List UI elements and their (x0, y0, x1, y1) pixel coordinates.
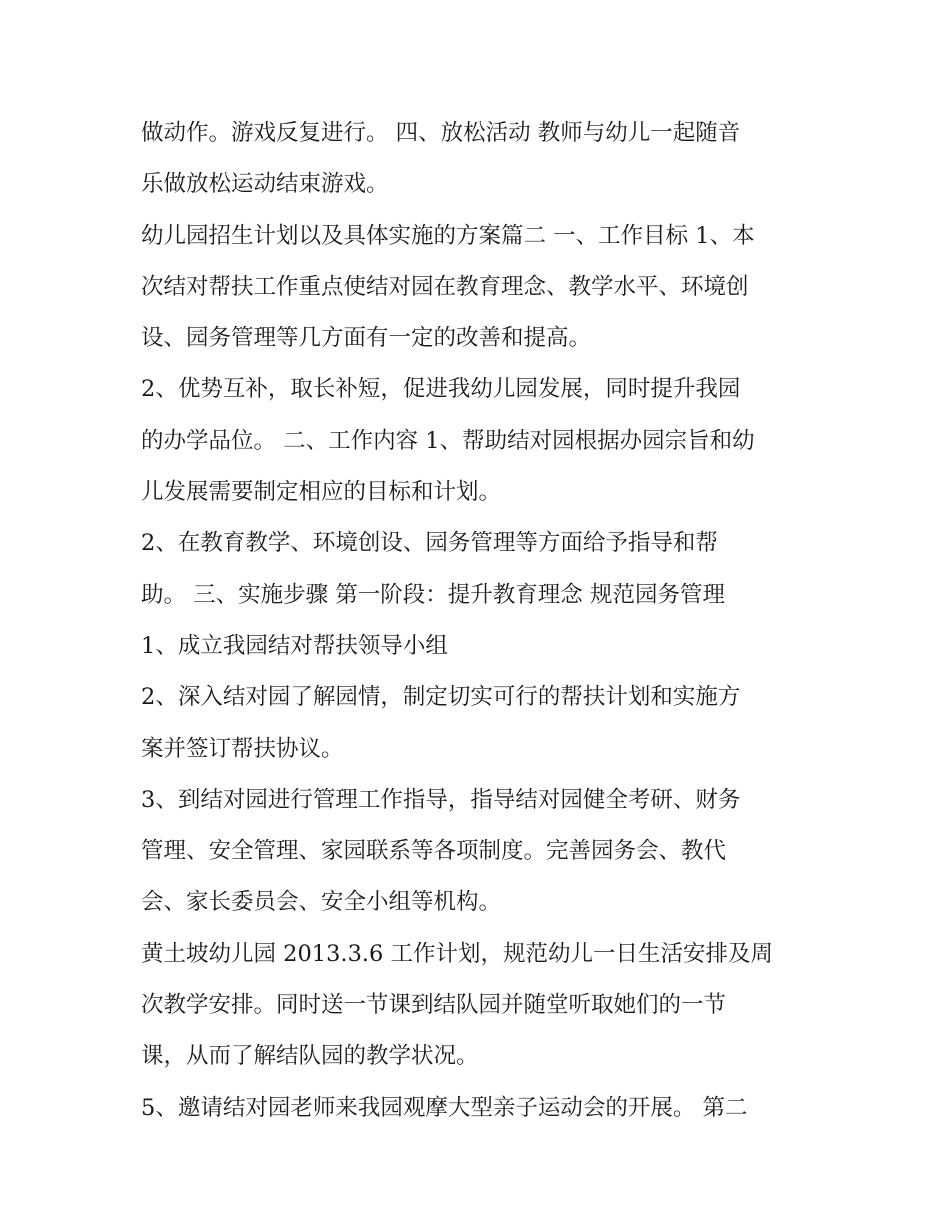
text-line: 5、邀请结对园老师来我园观摩大型亲子运动会的开展。 第二 (141, 1094, 748, 1121)
text-line: 2、优势互补，取长补短，促进我幼儿园发展，同时提升我园 (141, 376, 741, 403)
text-line: 案并签订帮扶协议。 (141, 735, 344, 762)
text-line: 1、成立我园结对帮扶领导小组 (141, 632, 448, 659)
text-line: 幼儿园招生计划以及具体实施的方案篇二 一、工作目标 1、本 (141, 222, 755, 249)
text-line: 2、在教育教学、环境创设、园务管理等方面给予指导和帮 (141, 530, 718, 557)
text-line: 做动作。游戏反复进行。 四、放松活动 教师与幼儿一起随音 (141, 120, 741, 146)
text-line: 助。 三、实施步骤 第一阶段：提升教育理念 规范园务管理 (141, 581, 725, 608)
text-line: 儿发展需要制定相应的目标和计划。 (141, 479, 502, 506)
text-line: 2、深入结对园了解园情，制定切实可行的帮扶计划和实施方 (141, 684, 741, 711)
text-line: 管理、安全管理、家园联系等各项制度。完善园务会、教代 (141, 838, 727, 865)
document-body (141, 108, 821, 1134)
text-line: 乐做放松运动结束游戏。 (141, 171, 389, 198)
text-line: 课，从而了解结队园的教学状况。 (141, 1043, 479, 1070)
text-line: 设、园务管理等几方面有一定的改善和提高。 (141, 325, 592, 352)
text-line: 会、家长委员会、安全小组等机构。 (141, 889, 502, 916)
text-line: 的办学品位。 二、工作内容 1、帮助结对园根据办园宗旨和幼 (141, 427, 755, 454)
text-line: 3、到结对园进行管理工作指导，指导结对园健全考研、财务 (141, 786, 741, 813)
text-line: 黄土坡幼儿园 2013.3.6 工作计划，规范幼儿一日生活安排及周 (141, 940, 774, 967)
text-line: 次结对帮扶工作重点使结对园在教育理念、教学水平、环境创 (141, 273, 749, 300)
text-line: 次教学安排。同时送一节课到结队园并随堂听取她们的一节 (141, 992, 727, 1019)
